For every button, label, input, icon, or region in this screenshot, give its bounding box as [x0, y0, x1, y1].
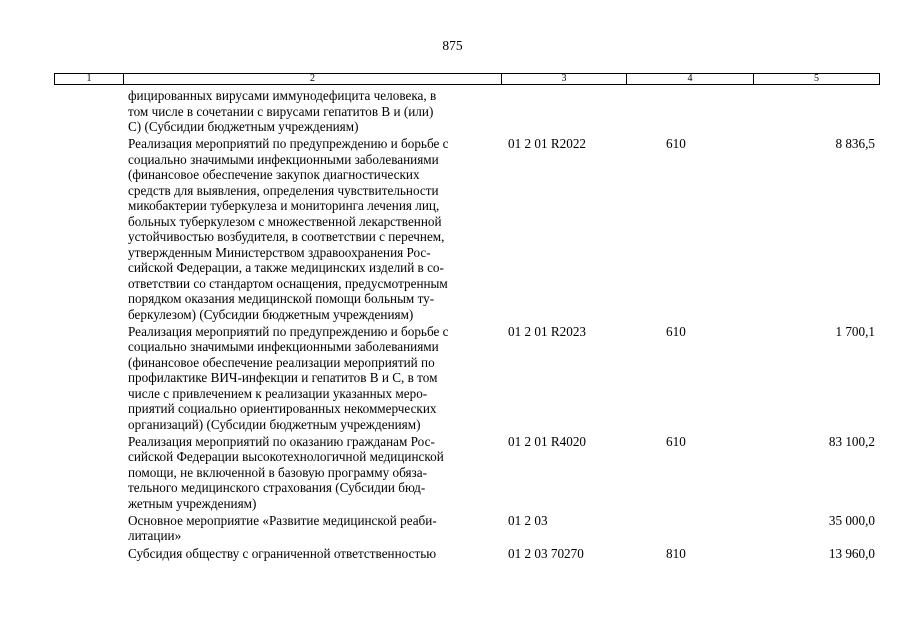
row-code: 01 2 03 70270: [508, 545, 584, 561]
row-description: [128, 513, 500, 544]
row-expense-type: 810: [666, 545, 686, 561]
table-header: [54, 73, 880, 85]
description-line: устойчивостью возбудителя, в соответствии с перечнем,: [128, 229, 445, 245]
row-expense-type: 610: [666, 433, 686, 449]
description-line: приятий социально ориентированных некоммерческих: [128, 401, 437, 417]
row-description: [128, 434, 500, 512]
description-line: средств для выявления, определения чувствительности: [128, 182, 439, 198]
description-line: микобактерии туберкулеза и мониторинга лечения лиц,: [128, 198, 440, 214]
description-line: тельного медицинского страхования (Субсидии бюд-: [128, 480, 426, 496]
description-line: сийской Федерации высокотехнологичной медицинской: [128, 449, 444, 465]
header-col-4: 4: [627, 74, 754, 84]
row-description: [128, 88, 500, 135]
description-line: утвержденным Министерством здравоохранения Рос-: [128, 244, 431, 260]
description-line: числе с привлечением к реализации указанных меро-: [128, 385, 428, 401]
header-col-3: 3: [502, 74, 627, 84]
description-line: жетным учреждениям): [128, 495, 257, 511]
description-line: Основное мероприятие «Развитие медицинской реаби-: [128, 512, 437, 528]
description-line: фицированных вирусами иммунодефицита человека, в: [128, 88, 437, 103]
description-line: Реализация мероприятий по предупреждению и борьбе с: [128, 136, 449, 152]
description-line: помощи, не включенной в базовую программу обяза-: [128, 464, 427, 480]
row-code: 01 2 01 R2022: [508, 136, 587, 152]
row-amount: 8 836,5: [835, 136, 875, 152]
row-amount: 83 100,2: [828, 433, 875, 449]
description-line: социально значимыми инфекционными заболеваниями: [128, 339, 439, 355]
header-col-2: 2: [124, 74, 502, 84]
row-amount: 13 960,0: [828, 545, 875, 561]
row-description: [128, 324, 500, 433]
header-col-1: 1: [55, 74, 124, 84]
description-line: организаций) (Субсидии бюджетным учреждениям): [128, 416, 421, 432]
description-line: том числе в сочетании с вирусами гепатитов В и (или): [128, 103, 434, 119]
row-description: [128, 546, 500, 562]
description-line: социально значимыми инфекционными заболеваниями: [128, 151, 439, 167]
header-col-5: 5: [814, 73, 819, 84]
description-line: (финансовое обеспечение закупок диагностических: [128, 167, 420, 183]
row-amount: 35 000,0: [828, 512, 875, 528]
description-line: Реализация мероприятий по оказанию гражданам Рос-: [128, 433, 435, 449]
row-expense-type: 610: [666, 323, 686, 339]
row-code: 01 2 03: [508, 512, 548, 528]
description-line: беркулезом) (Субсидии бюджетным учреждениям): [128, 306, 414, 322]
description-line: Субсидия обществу с ограниченной ответственностью: [128, 545, 437, 561]
row-amount: 1 700,1: [835, 323, 875, 339]
description-line: сийской Федерации, а также медицинских изделий в со-: [128, 260, 444, 276]
row-code: 01 2 01 R4020: [508, 433, 587, 449]
row-code: 01 2 01 R2023: [508, 323, 587, 339]
page-number: 875: [442, 38, 463, 53]
description-line: порядком оказания медицинской помощи больным ту-: [128, 291, 435, 307]
description-line: литации»: [128, 528, 182, 544]
description-line: больных туберкулезом с множественной лекарственной: [128, 213, 442, 229]
description-line: профилактике ВИЧ-инфекции и гепатитов В и С, в том: [128, 370, 438, 386]
description-line: (финансовое обеспечение реализации мероприятий по: [128, 354, 435, 370]
row-description: [128, 136, 500, 322]
description-line: С) (Субсидии бюджетным учреждениям): [128, 119, 359, 134]
row-expense-type: 610: [666, 136, 686, 152]
description-line: ответствии со стандартом оснащения, предусмотренным: [128, 275, 448, 291]
description-line: Реализация мероприятий по предупреждению и борьбе с: [128, 323, 449, 339]
